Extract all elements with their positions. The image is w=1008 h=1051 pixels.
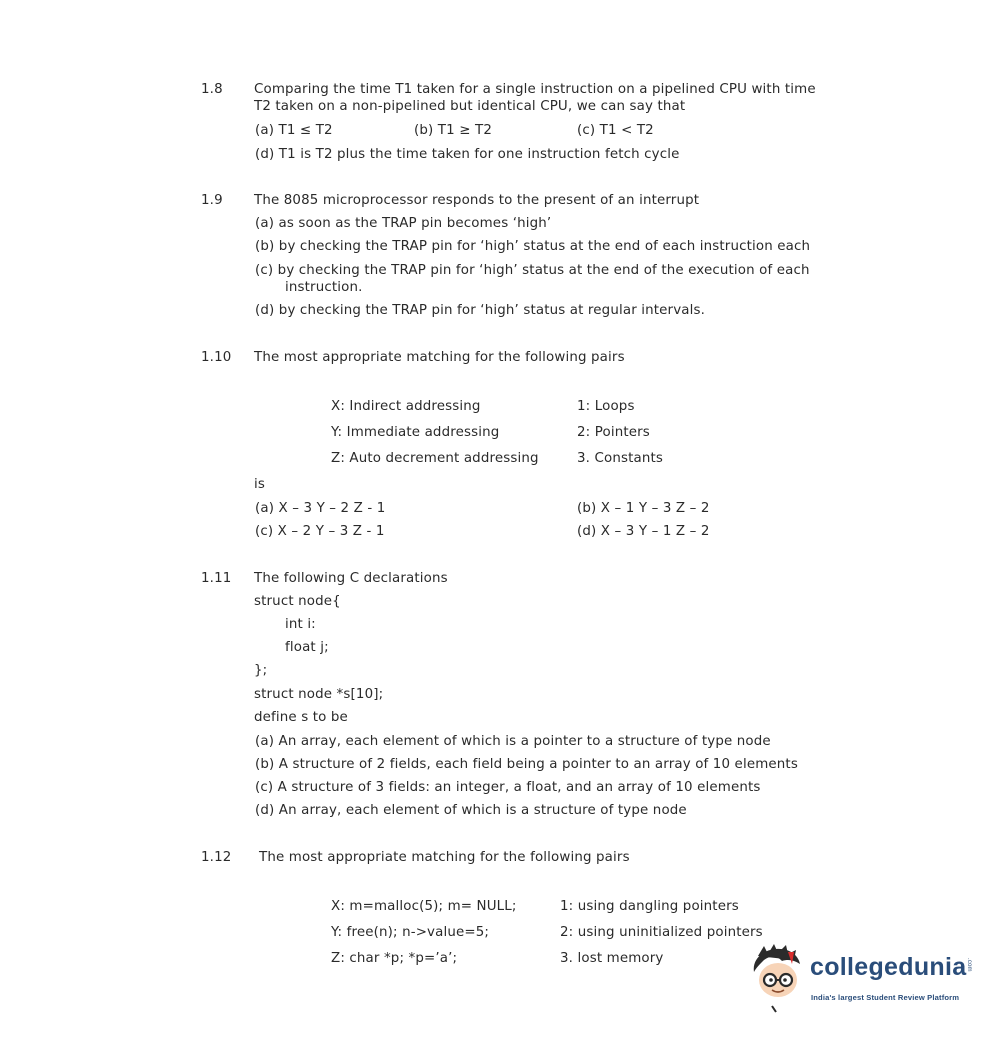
define-text: define s to be — [254, 710, 348, 725]
option-d: (d) T1 is T2 plus the time taken for one instruction fetch cycle — [255, 147, 680, 162]
option-b: (b) X – 1 Y – 3 Z – 2 — [577, 501, 710, 516]
match-left-item: Y: free(n); n->value=5; — [331, 925, 490, 940]
collegedunia-logo — [748, 942, 988, 1022]
option-d: (d) by checking the TRAP pin for ‘high’ status at regular intervals. — [255, 303, 706, 318]
match-left-item: X: m=malloc(5); m= NULL; — [331, 899, 517, 914]
code-line: int i: — [285, 617, 316, 632]
is-label: is — [254, 477, 265, 492]
question-stem: The most appropriate matching for the following pairs — [259, 850, 630, 865]
option-a: (a) as soon as the TRAP pin becomes ‘high’ — [255, 216, 552, 231]
match-left-item: X: Indirect addressing — [331, 399, 481, 414]
match-left-item: Z: char *p; *p=’a’; — [331, 951, 458, 966]
match-right-item: 3. Constants — [577, 451, 664, 466]
logo-com: .com — [966, 958, 972, 972]
option-c-continuation: instruction. — [285, 280, 363, 295]
question-number: 1.10 — [201, 350, 232, 365]
match-right-item: 1: Loops — [577, 399, 635, 414]
logo-tagline: India's largest Student Review Platform — [811, 993, 960, 1002]
option-b: (b) by checking the TRAP pin for ‘high’ status at the end of each instruction each — [255, 239, 811, 254]
option-d: (d) X – 3 Y – 1 Z – 2 — [577, 524, 710, 539]
question-number: 1.11 — [201, 571, 232, 586]
match-right-item: 2: Pointers — [577, 425, 650, 440]
question-number: 1.9 — [201, 193, 223, 208]
logo-wordmark: collegedunia — [810, 953, 967, 981]
option-c: (c) T1 < T2 — [577, 123, 654, 138]
option-a: (a) An array, each element of which is a pointer to a structure of type node — [255, 734, 771, 749]
question-stem: The 8085 microprocessor responds to the present of an interrupt — [254, 193, 700, 208]
match-right-item: 2: using uninitialized pointers — [560, 925, 763, 940]
match-right-item: 3. lost memory — [560, 951, 664, 966]
option-c: (c) by checking the TRAP pin for ‘high’ status at the end of the execution of each — [255, 263, 810, 278]
question-stem-line-1: Comparing the time T1 taken for a single instruction on a pipelined CPU with time — [254, 82, 816, 97]
option-c: (c) X – 2 Y – 3 Z - 1 — [255, 524, 385, 539]
question-stem: The most appropriate matching for the following pairs — [254, 350, 625, 365]
question-number: 1.12 — [201, 850, 232, 865]
code-line: }; — [254, 663, 268, 678]
code-line: struct node{ — [254, 594, 341, 609]
code-line: float j; — [285, 640, 329, 655]
option-b: (b) T1 ≥ T2 — [414, 123, 492, 138]
mascot-icon — [748, 942, 810, 1018]
match-left-item: Z: Auto decrement addressing — [331, 451, 539, 466]
question-number: 1.8 — [201, 82, 223, 97]
option-d: (d) An array, each element of which is a structure of type node — [255, 803, 687, 818]
option-a: (a) X – 3 Y – 2 Z - 1 — [255, 501, 386, 516]
match-left-item: Y: Immediate addressing — [331, 425, 500, 440]
option-a: (a) T1 ≤ T2 — [255, 123, 333, 138]
option-b: (b) A structure of 2 fields, each field being a pointer to an array of 10 elements — [255, 757, 798, 772]
match-right-item: 1: using dangling pointers — [560, 899, 739, 914]
question-stem: The following C declarations — [254, 571, 448, 586]
question-stem-line-2: T2 taken on a non-pipelined but identical CPU, we can say that — [254, 99, 686, 114]
option-c: (c) A structure of 3 fields: an integer, a float, and an array of 10 elements — [255, 780, 761, 795]
code-line: struct node *s[10]; — [254, 687, 384, 702]
